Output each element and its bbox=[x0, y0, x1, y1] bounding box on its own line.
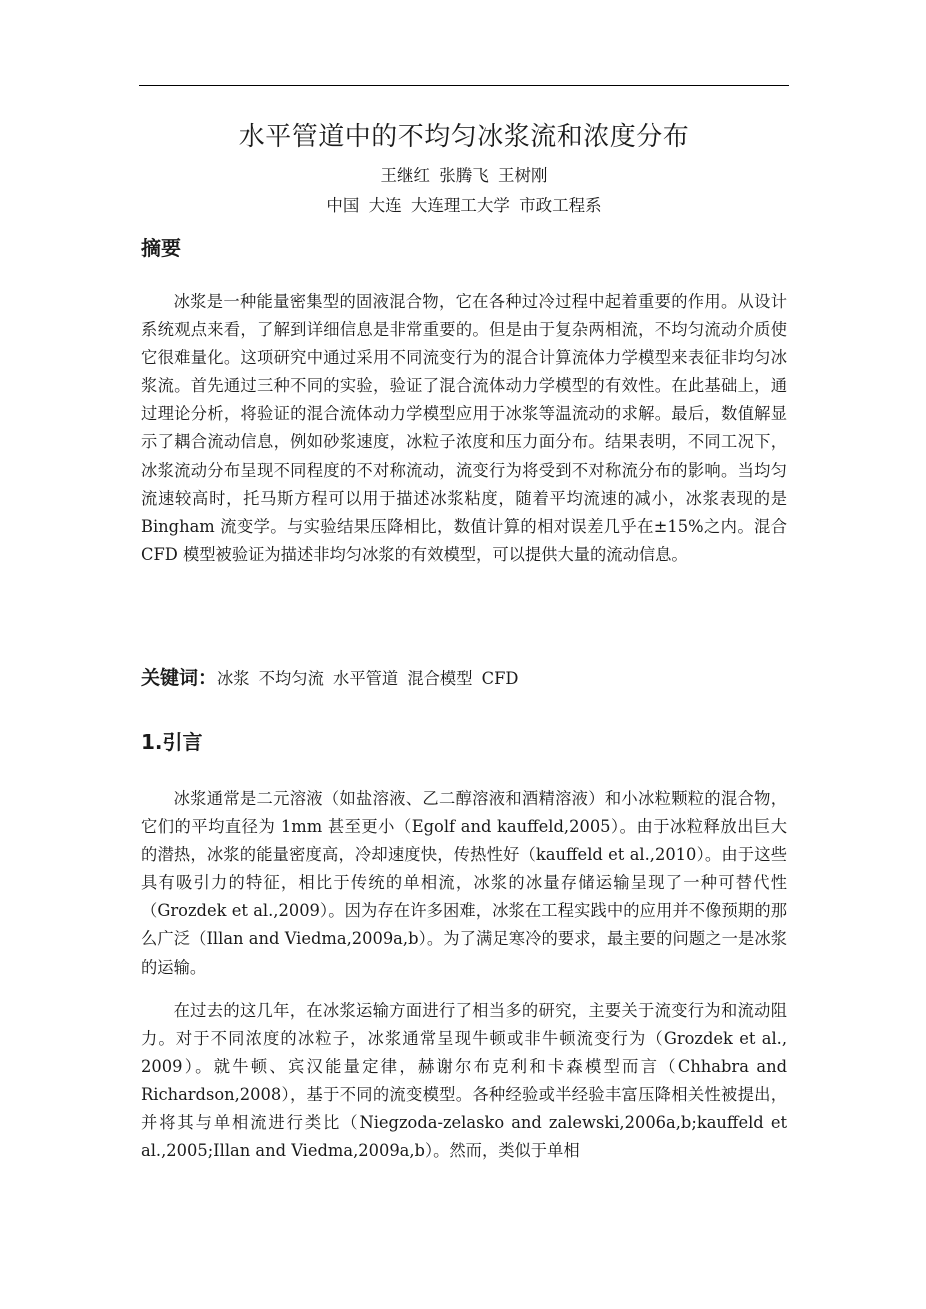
introduction-paragraph: 冰浆通常是二元溶液（如盐溶液、乙二醇溶液和酒精溶液）和小冰粒颗粒的混合物，它们的平均直径为 1mm 甚至更小（Egolf and kauffeld,2005）。由于冰粒释放出巨大的潜热，冰浆的能量密度高，冷却速度快，传热性好（kauffeld et al.,2010）。由于这些具有吸引力的特征，相比于传统的单相流，冰浆的冰量存储运输呈现了一种可替代性（Grozdek et al.,2009）。因为存在许多困难，冰浆在工程实践中的应用并不像预期的那么广泛（Illan and Viedma,2009a,b）。为了满足寒冷的要求，最主要的问题之一是冰浆的运输。 bbox=[141, 789, 787, 977]
header-rule bbox=[139, 85, 789, 86]
keywords-label: 关键词： bbox=[141, 667, 218, 689]
abstract-text: 冰浆是一种能量密集型的固液混合物，它在各种过冷过程中起着重要的作用。从设计系统观点来看，了解到详细信息是非常重要的。但是由于复杂两相流，不均匀流动介质使它很难量化。这项研究中通过采用不同流变行为的混合计算流体力学模型来表征非均匀冰浆流。首先通过三种不同的实验，验证了混合流体动力学模型的有效性。在此基础上，通过理论分析，将验证的混合流体动力学模型应用于冰浆等温流动的求解。最后，数值解显示了耦合流动信息，例如砂浆速度，冰粒子浓度和压力面分布。结果表明，不同工况下，冰浆流动分布呈现不同程度的不对称流动，流变行为将受到不对称流分布的影响。当均匀流速较高时，托马斯方程可以用于描述冰浆粘度，随着平均流速的减小，冰浆表现的是 Bingham 流变学。与实验结果压降相比，数值计算的相对误差几乎在±15%之内。混合 CFD 模型被验证为描述非均匀冰浆的有效模型，可以提供大量的流动信息。 bbox=[141, 292, 787, 564]
keywords-line bbox=[141, 663, 787, 694]
keywords-value: 冰浆 不均匀流 水平管道 混合模型 CFD bbox=[217, 669, 519, 688]
abstract-heading: 摘要 bbox=[141, 236, 181, 260]
author-list: 王继红 张腾飞 王树刚 bbox=[380, 166, 548, 185]
introduction-paragraph: 在过去的这几年，在冰浆运输方面进行了相当多的研究，主要关于流变行为和流动阻力。对于不同浓度的冰粒子，冰浆通常呈现牛顿或非牛顿流变行为（Grozdek et al., 2009）。就牛顿、宾汉能量定律，赫谢尔布克利和卡森模型而言（Chhabra and Richardson,2008），基于不同的流变模型。各种经验或半经验丰富压降相关性被提出，并将其与单相流进行类比（Niegzoda-zelasko and zalewski,2006a,b;kauffeld et al.,2005;Illan and Viedma,2009a,b）。然而，类似于单相 bbox=[141, 1001, 787, 1161]
paper-title: 水平管道中的不均匀冰浆流和浓度分布 bbox=[238, 122, 690, 152]
author-affiliation: 中国 大连 大连理工大学 市政工程系 bbox=[326, 196, 602, 215]
introduction-heading: 1.引言 bbox=[141, 730, 203, 754]
